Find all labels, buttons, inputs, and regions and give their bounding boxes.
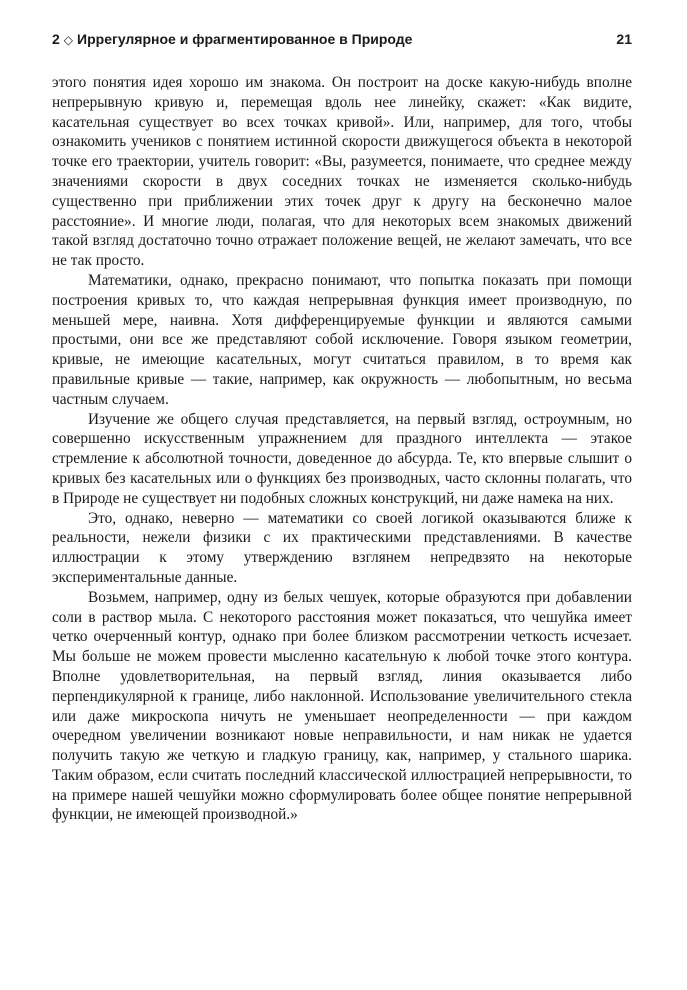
diamond-icon: ◇ <box>63 33 74 47</box>
paragraph: Математики, однако, прекрасно понимают, что попытка показать при помощи построения кривых то, что каждая непрерывная функция имеет производную, по меньшей мере, наивна. Хотя дифференцируемые функции и являются самыми простыми, они все же представляют собой исключение. Говоря языком геометрии, кривые, не имеющие касательных, могут считаться правилом, в то время как правильные кривые — такие, например, как окружность — любопытным, но весьма частным случаем. <box>52 271 632 408</box>
chapter-number: 2 <box>52 31 60 47</box>
running-head-left <box>52 30 412 49</box>
paragraph: Изучение же общего случая представляется, на первый взгляд, остроумным, но совершенно искусственным упражнением для праздного интеллекта — этакое стремление к абсолютной точности, доведенное до абсурда. Те, кто впервые слышит о кривых без касательных или о функциях без производных, часто склонны полагать, что в Природе не существует ни подобных сложных конструкций, ни даже намека на них. <box>52 410 632 507</box>
body-text <box>52 73 632 825</box>
book-page <box>52 30 632 825</box>
chapter-title: Иррегулярное и фрагментированное в Природе <box>77 31 413 47</box>
paragraph: Возьмем, например, одну из белых чешуек, которые образуются при добавлении соли в раствор мыла. С некоторого расстояния может показаться, что чешуйка имеет четко очерченный контур, однако при более близком рассмотрении четкость исчезает. Мы больше не можем провести мысленно касательную к любой точке этого контура. Вполне удовлетворительная, на первый взгляд, линия оказывается либо перпендикулярной к границе, либо наклонной. Использование увеличительного стекла или даже микроскопа ничуть не уменьшает неопределенности — при каждом очередном увеличении возникают новые неправильности, и нам никак не удается получить такую же четкую и гладкую границу, как, например, у стального шарика. Таким образом, если считать последний классической иллюстрацией непрерывности, то на примере нашей чешуйки можно сформулировать более общее понятие непрерывной функции, не имеющей производной.» <box>52 588 632 824</box>
paragraph: этого понятия идея хорошо им знакома. Он построит на доске какую-нибудь вполне непрерывную кривую и, перемещая вдоль нее линейку, скажет: «Как видите, касательная существует во всех точках кривой». Или, например, для того, чтобы ознакомить учеников с понятием истинной скорости движущегося объекта в некоторой точке его траектории, учитель говорит: «Вы, разумеется, понимаете, что среднее между значениями скорости в двух соседних точках не изменяется сколько-нибудь существенно при приближении этих точек друг к другу на бесконечно малое расстояние». И многие люди, полагая, что для некоторых всем знакомых движений такой взгляд достаточно точно отражает положение вещей, не желают замечать, что все не так просто. <box>52 74 632 270</box>
running-head <box>52 30 632 49</box>
paragraph: Это, однако, неверно — математики со своей логикой оказываются ближе к реальности, нежели физики с их практическими представлениями. В качестве иллюстрации к этому утверждению взглянем непредвзято на некоторые экспериментальные данные. <box>52 509 632 586</box>
page-number: 21 <box>616 31 632 47</box>
